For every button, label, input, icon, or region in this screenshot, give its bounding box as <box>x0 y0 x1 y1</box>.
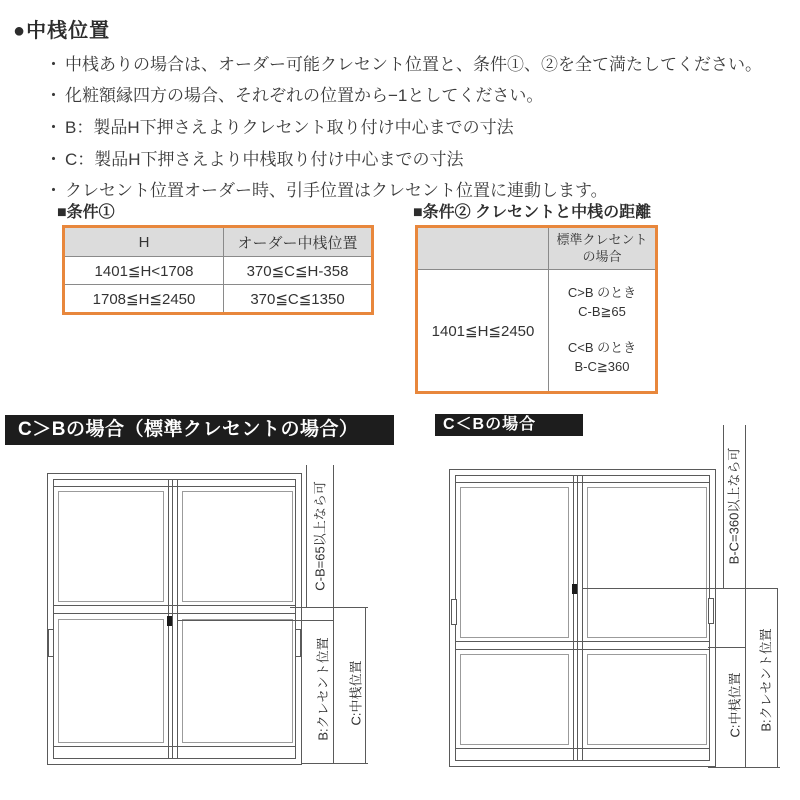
window-drawing-right <box>449 469 716 767</box>
dim-label-crescent-position: B:クレセント位置 <box>315 637 331 741</box>
note-item <box>45 81 543 106</box>
dim-gap-note: B-C=360以上なら可 <box>726 447 742 565</box>
bottom-extension-line <box>708 767 780 768</box>
glazing-line <box>58 491 164 602</box>
middle-rail-line <box>455 641 710 642</box>
frame-line <box>53 746 296 747</box>
meeting-stile-line <box>582 475 583 761</box>
meeting-stile-line <box>177 479 178 759</box>
table-cell: 1708≦H≦2450 <box>65 284 223 312</box>
bullet-marker: ・ <box>45 181 62 200</box>
square-marker: ■ <box>413 204 423 221</box>
section-title-marker: ● <box>13 20 27 42</box>
crescent-extension-line <box>583 588 777 589</box>
glazing-line <box>460 654 569 745</box>
table-header-cell: 標準クレセントの場合 <box>548 228 655 269</box>
table-cell: 1401≦H<1708 <box>65 256 223 284</box>
note-text: 中桟ありの場合は、オーダー可能クレセント位置と、条件①、②を全て満たしてください。 <box>65 55 762 74</box>
glazing-line <box>58 619 164 743</box>
table-header-cell: オーダー中桟位置 <box>223 228 371 256</box>
table-cell <box>548 269 655 391</box>
dimension-line-b <box>777 588 778 767</box>
meeting-stile-line <box>172 479 173 759</box>
pull-handle-left <box>48 629 54 657</box>
case-heading-right: C＜Bの場合 <box>435 414 583 436</box>
condition1-title: 条件① <box>66 204 115 221</box>
bullet-marker: ・ <box>45 118 62 137</box>
note-item <box>45 145 464 170</box>
case-block <box>568 284 636 322</box>
case-rule: C-B≧65 <box>578 304 626 320</box>
dim-label-rail-position: C:中桟位置 <box>348 660 364 726</box>
case-block <box>568 339 636 377</box>
condition2-title: 条件② クレセントと中桟の距離 <box>422 204 652 221</box>
case-heading-left: C＞Bの場合（標準クレセントの場合） <box>5 415 394 445</box>
middle-rail-line <box>53 605 296 606</box>
case-when: C<B のとき <box>567 340 637 355</box>
glazing-line <box>587 654 707 745</box>
section-title <box>13 14 110 43</box>
condition1-table <box>62 225 374 315</box>
crescent-extension-line <box>178 620 333 621</box>
gap-extension-line <box>306 465 307 607</box>
dim-label-crescent-position: B:クレセント位置 <box>758 628 774 732</box>
pull-handle-right <box>295 629 301 657</box>
dim-gap-note: C-B=65以上なら可 <box>312 481 328 591</box>
square-marker: ■ <box>57 204 67 221</box>
condition1-heading <box>57 199 115 222</box>
table-header-cell: H <box>65 228 223 256</box>
note-text: クレセント位置オーダー時、引手位置はクレセント位置に連動します。 <box>65 181 608 200</box>
note-item <box>45 113 514 138</box>
pull-handle-right <box>708 598 714 624</box>
pull-handle-left <box>451 599 457 625</box>
bullet-marker: ・ <box>45 86 62 105</box>
case-rule: B-C≧360 <box>574 358 630 374</box>
window-drawing-left <box>47 473 302 765</box>
glazing-line <box>460 487 569 638</box>
dimension-line-c <box>745 425 746 767</box>
bottom-extension-line <box>302 763 368 764</box>
bullet-marker: ・ <box>45 150 62 169</box>
glazing-line <box>182 619 293 743</box>
table-cell: 1401≦H≦2450 <box>418 269 548 391</box>
note-item <box>45 50 762 75</box>
dimension-line-c <box>365 607 366 763</box>
meeting-stile-line <box>577 475 578 761</box>
table-header-cell <box>418 228 548 269</box>
condition2-heading <box>413 199 651 222</box>
condition2-table <box>415 225 658 394</box>
note-text: C：製品H下押さえより中桟取り付け中心までの寸法 <box>65 150 464 169</box>
note-item <box>45 176 608 201</box>
meeting-stile-line <box>573 475 574 761</box>
dim-label-rail-position: C:中桟位置 <box>727 672 743 738</box>
table-cell: 370≦C≦1350 <box>223 284 371 312</box>
crescent-lock-mark <box>167 616 172 626</box>
crescent-lock-mark <box>572 584 577 594</box>
case-when: C>B のとき <box>567 285 637 301</box>
table-cell: 370≦C≦H-358 <box>223 256 371 284</box>
glazing-line <box>182 491 293 602</box>
bullet-marker: ・ <box>45 55 62 74</box>
glazing-line <box>587 487 707 638</box>
dimension-line-b <box>333 465 334 763</box>
rail-extension-line <box>708 647 746 648</box>
note-text: B：製品H下押さえよりクレセント取り付け中心までの寸法 <box>65 118 514 137</box>
frame-line <box>53 486 296 487</box>
middle-rail-line <box>53 613 296 614</box>
note-text: 化粧額縁四方の場合、それぞれの位置から−1としてください。 <box>65 86 544 105</box>
middle-rail-line <box>455 649 710 650</box>
rail-extension-line <box>290 607 368 608</box>
section-title-label: 中桟位置 <box>26 20 111 42</box>
diagram-section <box>0 412 800 800</box>
